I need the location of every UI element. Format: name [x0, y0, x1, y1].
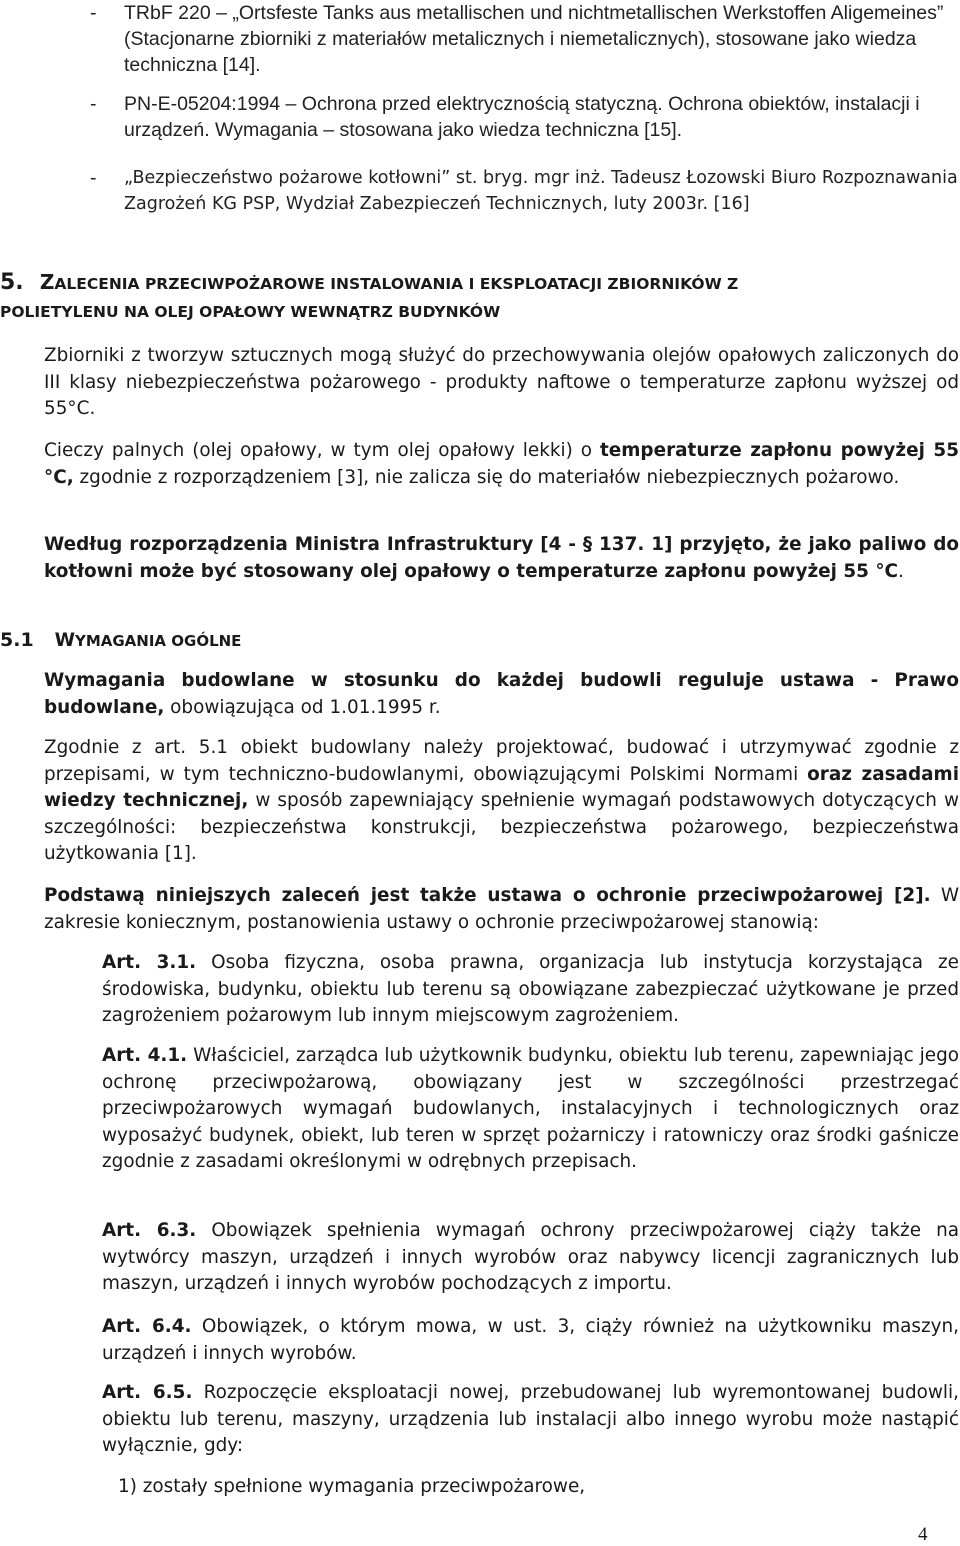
bold-run: Wymagania budowlane w stosunku do każdej budowli reguluje ustawa - Prawo budowlane, — [44, 670, 959, 718]
article-paragraph — [102, 1218, 959, 1298]
heading-initial: Z — [39, 270, 55, 294]
article-label: Art. 6.4. — [102, 1316, 192, 1337]
paragraph — [44, 735, 959, 868]
text-run: w sposób zapewniający spełnienie wymagań podstawowych dotyczących w szczególności: bezpieczeństwa konstrukcji, bezpieczeństwa pożarowego, bezpieczeństwa użytkowania [1]. — [44, 790, 959, 864]
text-run: Zgodnie z art. 5.1 obiekt budowlany należy projektować, budować i utrzymywać zgodnie z przepisami, w tym techniczno-budowlanymi, obowiązującymi Polskimi Normami — [44, 737, 959, 785]
paragraph — [44, 668, 959, 721]
article-text: Rozpoczęcie eksploatacji nowej, przebudowanej lub wyremontowanej budowli, obiektu lub terenu, maszyny, urządzenia lub instalacji albo innego wyrobu może nastąpić wyłącznie, gdy: — [102, 1382, 959, 1456]
article-text: Właściciel, zarządca lub użytkownik budynku, obiektu lub terenu, zapewniając jego ochronę przeciwpożarową, obowiązany jest w szczególności przestrzegać przeciwpożarowych wymagań budowlanych, instalacyjnych i technologicznych oraz wyposażyć budynek, obiekt, lub teren w sprzęt pożarniczy i ratowniczy oraz środki gaśnicze zgodnie z zasadami określonymi w odrębnych przepisach. — [102, 1045, 959, 1172]
reference-text: PN-E-05204:1994 – Ochrona przed elektrycznością statyczną. Ochrona obiektów, instalacji i urządzeń. Wymagania – stosowana jako wiedza techniczna [15]. — [124, 93, 920, 141]
article-label: Art. 3.1. — [102, 952, 197, 973]
list-dash: - — [90, 167, 97, 189]
article-label: Art. 6.5. — [102, 1382, 193, 1403]
section-number: 5. — [0, 270, 24, 295]
bold-run: oraz zasadami wiedzy technicznej, — [44, 763, 959, 811]
article-text: Obowiązek spełnienia wymagań ochrony przeciwpożarowej ciąży także na wytwórcy maszyn, urządzeń i innych wyrobów oraz nabywcy licencji zagranicznych lub maszyn, urządzeń i innych wyrobów pochodzących z importu. — [102, 1220, 959, 1294]
paragraph: Zbiorniki z tworzyw sztucznych mogą służyć do przechowywania olejów opałowych zaliczonych do III klasy niebezpieczeństwa pożarowego - produkty naftowe o temperaturze zapłonu wyższej od 55°C. — [44, 345, 959, 419]
text-run: zgodnie z rozporządzeniem [3], nie zalicza się do materiałów niebezpiecznych pożarowo. — [73, 466, 900, 488]
article-text: Obowiązek, o którym mowa, w ust. 3, ciąży również na użytkowniku maszyn, urządzeń i innych wyrobów. — [102, 1316, 959, 1364]
list-dash: - — [90, 2, 97, 24]
subsection-number: 5.1 — [0, 629, 34, 651]
bold-run: Według rozporządzenia Ministra Infrastruktury [4 - § 137. 1] przyjęto, że jako paliwo do kotłowni może być stosowany olej opałowy o temperaturze zapłonu powyżej 55 °C — [44, 534, 959, 582]
article-paragraph — [102, 1380, 959, 1460]
heading-initial: W — [54, 630, 75, 651]
article-paragraph — [102, 1043, 959, 1176]
article-label: Art. 4.1. — [102, 1045, 188, 1066]
page-number: 4 — [918, 1524, 928, 1545]
text-run: obowiązująca od 1.01.1995 r. — [164, 696, 441, 718]
text-run: W zakresie koniecznym, postanowienia ustawy o ochronie przeciwpożarowej stanowią: — [44, 885, 960, 933]
text-run: . — [898, 560, 904, 582]
numbered-list-item: 1) zostały spełnione wymagania przeciwpożarowe, — [118, 1476, 586, 1497]
reference-text: „Bezpieczeństwo pożarowe kotłowni” st. bryg. mgr inż. Tadeusz Łozowski Biuro Rozpoznawania Zagrożeń KG PSP, Wydział Zabezpieczeń Technicznych, luty 2003r. [16] — [124, 168, 958, 214]
heading-text-line2: POLIETYLENU NA OLEJ OPAŁOWY WEWNĄTRZ BUDYNKÓW — [0, 303, 501, 321]
paragraph — [44, 883, 959, 936]
section-heading — [0, 268, 960, 326]
paragraph — [44, 532, 959, 585]
bold-run: Podstawą niniejszych zaleceń jest także ustawa o ochronie przeciwpożarowej [2]. — [44, 885, 931, 906]
list-dash: - — [90, 93, 97, 115]
article-paragraph — [102, 1314, 959, 1367]
subsection-heading — [0, 626, 241, 655]
article-label: Art. 6.3. — [102, 1220, 197, 1241]
text-run: Cieczy palnych (olej opałowy, w tym olej opałowy lekki) o — [44, 440, 600, 461]
paragraph — [44, 438, 959, 491]
reference-text: TRbF 220 – „Ortsfeste Tanks aus metallischen und nichtmetallischen Werkstoffen Aligemeines” (Stacjonarne zbiorniki z materiałów metalicznych i niemetalicznych), stosowane jako wiedza techniczna [14]. — [124, 2, 944, 76]
heading-text: YMAGANIA OGÓLNE — [74, 632, 242, 650]
heading-text: ALECENIA PRZECIWPOŻAROWE INSTALOWANIA I EKSPLOATACJI ZBIORNIKÓW Z — [54, 275, 739, 293]
article-paragraph — [102, 950, 959, 1030]
bold-run: temperaturze zapłonu powyżej 55 °C, — [44, 440, 960, 488]
article-text: Osoba fizyczna, osoba prawna, organizacja lub instytucja korzystająca ze środowiska, budynku, obiektu lub terenu są obowiązane zabezpieczać użytkowane je przed zagrożeniem pożarowym lub innym miejscowym zagrożeniem. — [102, 952, 959, 1026]
